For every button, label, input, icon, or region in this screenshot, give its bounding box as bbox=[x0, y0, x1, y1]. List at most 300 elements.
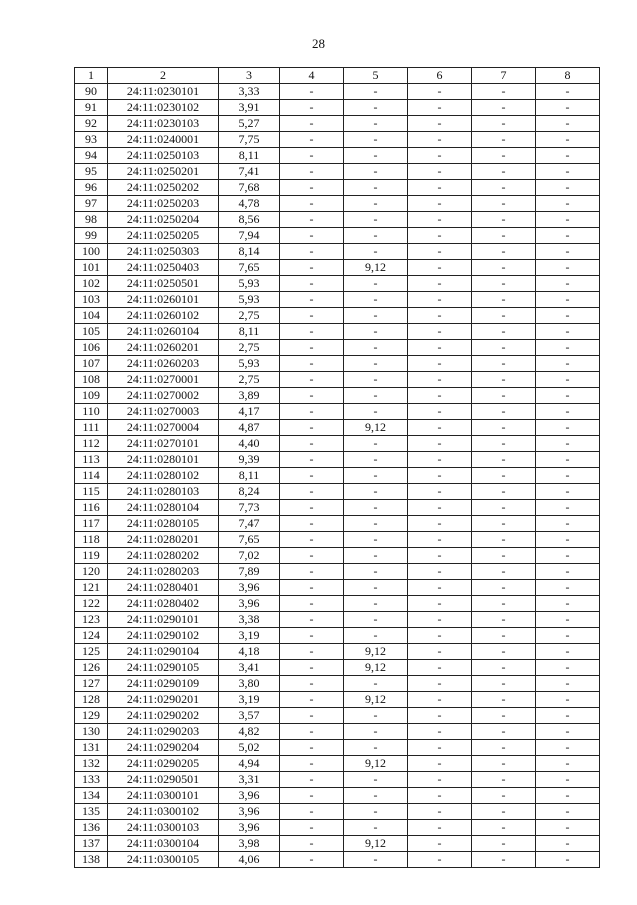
table-cell: 3,96 bbox=[219, 596, 280, 612]
table-cell: 24:11:0290501 bbox=[108, 772, 219, 788]
table-cell: 24:11:0250201 bbox=[108, 164, 219, 180]
table-cell: 117 bbox=[75, 516, 108, 532]
table-cell: - bbox=[536, 244, 600, 260]
table-cell: - bbox=[536, 292, 600, 308]
table-row bbox=[75, 580, 600, 596]
table-cell: - bbox=[472, 676, 536, 692]
table-cell: 24:11:0280401 bbox=[108, 580, 219, 596]
table-cell: - bbox=[280, 500, 344, 516]
table-cell: 24:11:0290203 bbox=[108, 724, 219, 740]
table-row bbox=[75, 724, 600, 740]
table-cell: 24:11:0230103 bbox=[108, 116, 219, 132]
table-row bbox=[75, 116, 600, 132]
table-cell: 9,12 bbox=[344, 836, 408, 852]
table-cell: 7,89 bbox=[219, 564, 280, 580]
table-row bbox=[75, 340, 600, 356]
table-cell: - bbox=[408, 548, 472, 564]
table-cell: - bbox=[408, 708, 472, 724]
table-cell: - bbox=[280, 644, 344, 660]
table-row bbox=[75, 148, 600, 164]
table-cell: - bbox=[280, 660, 344, 676]
table-cell: - bbox=[344, 820, 408, 836]
table-cell: 24:11:0280203 bbox=[108, 564, 219, 580]
table-cell: 3,96 bbox=[219, 580, 280, 596]
table-cell: - bbox=[536, 644, 600, 660]
column-header: 3 bbox=[219, 68, 280, 84]
table-cell: - bbox=[472, 660, 536, 676]
table-cell: - bbox=[472, 548, 536, 564]
table-row bbox=[75, 820, 600, 836]
table-cell: 24:11:0250204 bbox=[108, 212, 219, 228]
table-cell: - bbox=[472, 340, 536, 356]
table-cell: - bbox=[280, 276, 344, 292]
table-cell: 3,19 bbox=[219, 628, 280, 644]
table-row bbox=[75, 644, 600, 660]
column-header: 7 bbox=[472, 68, 536, 84]
table-cell: - bbox=[344, 596, 408, 612]
table-cell: 104 bbox=[75, 308, 108, 324]
table-cell: 24:11:0300105 bbox=[108, 852, 219, 868]
table-cell: - bbox=[408, 276, 472, 292]
table-cell: - bbox=[280, 740, 344, 756]
table-cell: - bbox=[472, 516, 536, 532]
table-cell: 24:11:0280202 bbox=[108, 548, 219, 564]
table-cell: 7,47 bbox=[219, 516, 280, 532]
table-cell: - bbox=[344, 388, 408, 404]
table-row bbox=[75, 436, 600, 452]
table-cell: - bbox=[280, 580, 344, 596]
table-cell: 24:11:0290205 bbox=[108, 756, 219, 772]
table-cell: - bbox=[408, 388, 472, 404]
table-row bbox=[75, 308, 600, 324]
table-cell: 8,11 bbox=[219, 148, 280, 164]
table-cell: - bbox=[280, 116, 344, 132]
table-cell: - bbox=[408, 404, 472, 420]
column-header: 1 bbox=[75, 68, 108, 84]
table-cell: - bbox=[280, 420, 344, 436]
table-cell: - bbox=[472, 820, 536, 836]
table-row bbox=[75, 740, 600, 756]
table-cell: 5,93 bbox=[219, 356, 280, 372]
table-cell: - bbox=[472, 308, 536, 324]
table-cell: - bbox=[408, 260, 472, 276]
table-cell: 24:11:0270002 bbox=[108, 388, 219, 404]
table-cell: - bbox=[472, 484, 536, 500]
table-cell: 9,12 bbox=[344, 644, 408, 660]
table-cell: 4,06 bbox=[219, 852, 280, 868]
table-cell: - bbox=[536, 324, 600, 340]
table-cell: - bbox=[472, 564, 536, 580]
table-cell: - bbox=[280, 708, 344, 724]
table-row bbox=[75, 452, 600, 468]
table-row bbox=[75, 500, 600, 516]
table-cell: - bbox=[344, 324, 408, 340]
table-cell: 24:11:0250303 bbox=[108, 244, 219, 260]
table-cell: 3,89 bbox=[219, 388, 280, 404]
table-cell: 7,94 bbox=[219, 228, 280, 244]
table-cell: - bbox=[280, 676, 344, 692]
table-cell: - bbox=[280, 244, 344, 260]
table-cell: 24:11:0290104 bbox=[108, 644, 219, 660]
table-cell: - bbox=[344, 708, 408, 724]
table-cell: 8,14 bbox=[219, 244, 280, 260]
table-cell: - bbox=[344, 436, 408, 452]
table-header-row bbox=[75, 68, 600, 84]
table-cell: - bbox=[472, 612, 536, 628]
table-cell: - bbox=[408, 340, 472, 356]
table-row bbox=[75, 676, 600, 692]
table-cell: - bbox=[536, 84, 600, 100]
table-cell: 24:11:0260201 bbox=[108, 340, 219, 356]
table-cell: - bbox=[408, 228, 472, 244]
table-cell: 3,96 bbox=[219, 804, 280, 820]
table-cell: - bbox=[408, 628, 472, 644]
table-cell: 106 bbox=[75, 340, 108, 356]
table-row bbox=[75, 596, 600, 612]
table-cell: - bbox=[408, 452, 472, 468]
table-cell: 2,75 bbox=[219, 308, 280, 324]
table-row bbox=[75, 100, 600, 116]
table-cell: - bbox=[280, 388, 344, 404]
table-cell: - bbox=[536, 468, 600, 484]
table-cell: - bbox=[536, 660, 600, 676]
table-cell: - bbox=[472, 116, 536, 132]
table-cell: - bbox=[344, 84, 408, 100]
table-cell: - bbox=[280, 628, 344, 644]
table-cell: 123 bbox=[75, 612, 108, 628]
table-cell: - bbox=[280, 84, 344, 100]
table-cell: - bbox=[408, 356, 472, 372]
table-cell: - bbox=[472, 228, 536, 244]
table-cell: - bbox=[344, 532, 408, 548]
table-cell: - bbox=[472, 100, 536, 116]
table-cell: - bbox=[280, 324, 344, 340]
table-cell: - bbox=[280, 164, 344, 180]
table-row bbox=[75, 532, 600, 548]
table-cell: - bbox=[280, 532, 344, 548]
table-cell: - bbox=[344, 196, 408, 212]
table-cell: 9,12 bbox=[344, 260, 408, 276]
table-cell: - bbox=[280, 260, 344, 276]
table-row bbox=[75, 324, 600, 340]
column-header: 8 bbox=[536, 68, 600, 84]
table-cell: 24:11:0270101 bbox=[108, 436, 219, 452]
table-cell: - bbox=[280, 788, 344, 804]
table-cell: - bbox=[536, 708, 600, 724]
table-cell: 24:11:0300103 bbox=[108, 820, 219, 836]
table-cell: - bbox=[280, 756, 344, 772]
table-cell: - bbox=[408, 836, 472, 852]
table-cell: - bbox=[408, 500, 472, 516]
table-cell: 24:11:0250501 bbox=[108, 276, 219, 292]
table-cell: - bbox=[536, 484, 600, 500]
table-cell: - bbox=[536, 180, 600, 196]
table-cell: - bbox=[344, 308, 408, 324]
table-cell: - bbox=[408, 740, 472, 756]
table-row bbox=[75, 404, 600, 420]
table-cell: 109 bbox=[75, 388, 108, 404]
table-cell: - bbox=[472, 148, 536, 164]
table-cell: - bbox=[280, 516, 344, 532]
table-cell: - bbox=[536, 228, 600, 244]
table-cell: - bbox=[280, 196, 344, 212]
table-cell: - bbox=[536, 724, 600, 740]
table-row bbox=[75, 804, 600, 820]
table-cell: - bbox=[408, 468, 472, 484]
table-cell: - bbox=[280, 436, 344, 452]
table-cell: 3,91 bbox=[219, 100, 280, 116]
table-cell: 24:11:0300104 bbox=[108, 836, 219, 852]
table-cell: - bbox=[280, 180, 344, 196]
table-cell: - bbox=[536, 372, 600, 388]
table-cell: 24:11:0250202 bbox=[108, 180, 219, 196]
table-cell: 111 bbox=[75, 420, 108, 436]
table-row bbox=[75, 164, 600, 180]
table-cell: 24:11:0300101 bbox=[108, 788, 219, 804]
table-cell: 124 bbox=[75, 628, 108, 644]
table-cell: - bbox=[472, 532, 536, 548]
table-cell: - bbox=[344, 372, 408, 388]
table-cell: 24:11:0250203 bbox=[108, 196, 219, 212]
table-cell: 4,82 bbox=[219, 724, 280, 740]
table-cell: 121 bbox=[75, 580, 108, 596]
table-cell: - bbox=[536, 148, 600, 164]
table-cell: - bbox=[344, 548, 408, 564]
table-cell: 3,96 bbox=[219, 820, 280, 836]
table-cell: - bbox=[536, 116, 600, 132]
table-row bbox=[75, 788, 600, 804]
table-cell: 128 bbox=[75, 692, 108, 708]
table-cell: - bbox=[408, 676, 472, 692]
table-cell: 8,11 bbox=[219, 468, 280, 484]
table-cell: 113 bbox=[75, 452, 108, 468]
table-cell: - bbox=[408, 196, 472, 212]
table-cell: - bbox=[472, 628, 536, 644]
table-cell: - bbox=[472, 180, 536, 196]
table-cell: - bbox=[472, 292, 536, 308]
table-cell: 101 bbox=[75, 260, 108, 276]
table-cell: 2,75 bbox=[219, 340, 280, 356]
table-cell: 120 bbox=[75, 564, 108, 580]
table-cell: 7,41 bbox=[219, 164, 280, 180]
table-row bbox=[75, 276, 600, 292]
table-cell: 3,41 bbox=[219, 660, 280, 676]
table-cell: 24:11:0260101 bbox=[108, 292, 219, 308]
table-cell: 24:11:0280402 bbox=[108, 596, 219, 612]
table-cell: - bbox=[280, 404, 344, 420]
table-cell: 7,02 bbox=[219, 548, 280, 564]
table-cell: - bbox=[344, 340, 408, 356]
table-cell: - bbox=[408, 212, 472, 228]
table-cell: - bbox=[536, 452, 600, 468]
table-cell: - bbox=[472, 852, 536, 868]
table-row bbox=[75, 356, 600, 372]
table-cell: 99 bbox=[75, 228, 108, 244]
table-cell: - bbox=[536, 436, 600, 452]
table-cell: - bbox=[536, 580, 600, 596]
table-cell: - bbox=[408, 612, 472, 628]
table-cell: - bbox=[472, 260, 536, 276]
table-cell: - bbox=[536, 820, 600, 836]
table-cell: 7,75 bbox=[219, 132, 280, 148]
table-cell: - bbox=[472, 324, 536, 340]
table-cell: 132 bbox=[75, 756, 108, 772]
table-cell: - bbox=[280, 292, 344, 308]
table-cell: - bbox=[280, 852, 344, 868]
table-row bbox=[75, 548, 600, 564]
table-cell: 115 bbox=[75, 484, 108, 500]
table-cell: 24:11:0280201 bbox=[108, 532, 219, 548]
table-cell: 5,02 bbox=[219, 740, 280, 756]
table-cell: - bbox=[280, 212, 344, 228]
table-cell: - bbox=[472, 212, 536, 228]
table-row bbox=[75, 420, 600, 436]
table-cell: - bbox=[408, 372, 472, 388]
table-cell: - bbox=[344, 244, 408, 260]
table-cell: - bbox=[408, 820, 472, 836]
table-cell: - bbox=[344, 852, 408, 868]
table-cell: - bbox=[280, 372, 344, 388]
table-cell: - bbox=[536, 836, 600, 852]
table-cell: 24:11:0260104 bbox=[108, 324, 219, 340]
table-cell: - bbox=[472, 740, 536, 756]
table-cell: 134 bbox=[75, 788, 108, 804]
table-cell: - bbox=[536, 804, 600, 820]
table-cell: - bbox=[408, 420, 472, 436]
table-cell: - bbox=[344, 628, 408, 644]
table-cell: 7,73 bbox=[219, 500, 280, 516]
table-cell: - bbox=[344, 724, 408, 740]
table-cell: 7,68 bbox=[219, 180, 280, 196]
table-cell: - bbox=[344, 580, 408, 596]
table-cell: - bbox=[280, 548, 344, 564]
table-cell: 9,12 bbox=[344, 660, 408, 676]
table-cell: - bbox=[536, 100, 600, 116]
table-cell: 24:11:0270003 bbox=[108, 404, 219, 420]
table-cell: 9,12 bbox=[344, 692, 408, 708]
table-cell: - bbox=[280, 468, 344, 484]
table-cell: - bbox=[344, 612, 408, 628]
table-cell: - bbox=[280, 804, 344, 820]
table-cell: - bbox=[408, 596, 472, 612]
table-cell: 24:11:0230102 bbox=[108, 100, 219, 116]
table-cell: - bbox=[280, 772, 344, 788]
table-cell: - bbox=[472, 772, 536, 788]
table-cell: 4,94 bbox=[219, 756, 280, 772]
table-cell: - bbox=[408, 308, 472, 324]
table-cell: 136 bbox=[75, 820, 108, 836]
table-row bbox=[75, 372, 600, 388]
table-cell: - bbox=[408, 148, 472, 164]
table-cell: - bbox=[536, 340, 600, 356]
table-cell: - bbox=[472, 356, 536, 372]
table-cell: 9,39 bbox=[219, 452, 280, 468]
table-row bbox=[75, 388, 600, 404]
table-cell: - bbox=[472, 804, 536, 820]
table-cell: - bbox=[344, 212, 408, 228]
table-cell: 138 bbox=[75, 852, 108, 868]
table-cell: - bbox=[408, 516, 472, 532]
table-cell: 5,93 bbox=[219, 276, 280, 292]
table-cell: 133 bbox=[75, 772, 108, 788]
table-cell: - bbox=[280, 836, 344, 852]
table-cell: - bbox=[344, 132, 408, 148]
table-row bbox=[75, 772, 600, 788]
table-cell: - bbox=[536, 628, 600, 644]
table-cell: 24:11:0280105 bbox=[108, 516, 219, 532]
table-cell: - bbox=[344, 788, 408, 804]
table-row bbox=[75, 852, 600, 868]
table-cell: 3,57 bbox=[219, 708, 280, 724]
table-cell: - bbox=[408, 244, 472, 260]
table-cell: - bbox=[344, 740, 408, 756]
table-cell: - bbox=[472, 84, 536, 100]
table-cell: 3,96 bbox=[219, 788, 280, 804]
table-cell: 24:11:0280101 bbox=[108, 452, 219, 468]
table-cell: - bbox=[344, 804, 408, 820]
table-cell: - bbox=[408, 772, 472, 788]
table-cell: 5,93 bbox=[219, 292, 280, 308]
table-cell: - bbox=[536, 516, 600, 532]
table-cell: - bbox=[472, 404, 536, 420]
table-cell: 125 bbox=[75, 644, 108, 660]
table-cell: - bbox=[280, 148, 344, 164]
table-cell: 8,24 bbox=[219, 484, 280, 500]
column-header: 2 bbox=[108, 68, 219, 84]
table-cell: 7,65 bbox=[219, 260, 280, 276]
table-cell: 100 bbox=[75, 244, 108, 260]
table-row bbox=[75, 836, 600, 852]
table-cell: - bbox=[536, 612, 600, 628]
table-row bbox=[75, 228, 600, 244]
table-cell: - bbox=[344, 148, 408, 164]
table-cell: - bbox=[408, 116, 472, 132]
table-cell: 110 bbox=[75, 404, 108, 420]
table-cell: 24:11:0290202 bbox=[108, 708, 219, 724]
table-cell: - bbox=[280, 100, 344, 116]
table-cell: 3,19 bbox=[219, 692, 280, 708]
table-cell: - bbox=[280, 564, 344, 580]
table-row bbox=[75, 244, 600, 260]
table-cell: - bbox=[472, 708, 536, 724]
table-cell: - bbox=[408, 292, 472, 308]
table-cell: - bbox=[280, 612, 344, 628]
table-row bbox=[75, 212, 600, 228]
table-cell: 107 bbox=[75, 356, 108, 372]
table-cell: - bbox=[536, 852, 600, 868]
table-cell: 24:11:0270001 bbox=[108, 372, 219, 388]
table-cell: - bbox=[344, 404, 408, 420]
table-cell: - bbox=[472, 132, 536, 148]
table-cell: - bbox=[280, 356, 344, 372]
table-cell: - bbox=[344, 164, 408, 180]
table-cell: - bbox=[536, 404, 600, 420]
table-cell: 3,80 bbox=[219, 676, 280, 692]
table-cell: 24:11:0260102 bbox=[108, 308, 219, 324]
table-row bbox=[75, 196, 600, 212]
table-cell: - bbox=[408, 756, 472, 772]
table-cell: 95 bbox=[75, 164, 108, 180]
table-cell: - bbox=[536, 596, 600, 612]
table-row bbox=[75, 292, 600, 308]
table-cell: - bbox=[280, 132, 344, 148]
table-cell: - bbox=[536, 132, 600, 148]
table-row bbox=[75, 612, 600, 628]
table-cell: - bbox=[472, 276, 536, 292]
table-cell: 24:11:0260203 bbox=[108, 356, 219, 372]
table-cell: 9,12 bbox=[344, 756, 408, 772]
table-cell: - bbox=[536, 212, 600, 228]
